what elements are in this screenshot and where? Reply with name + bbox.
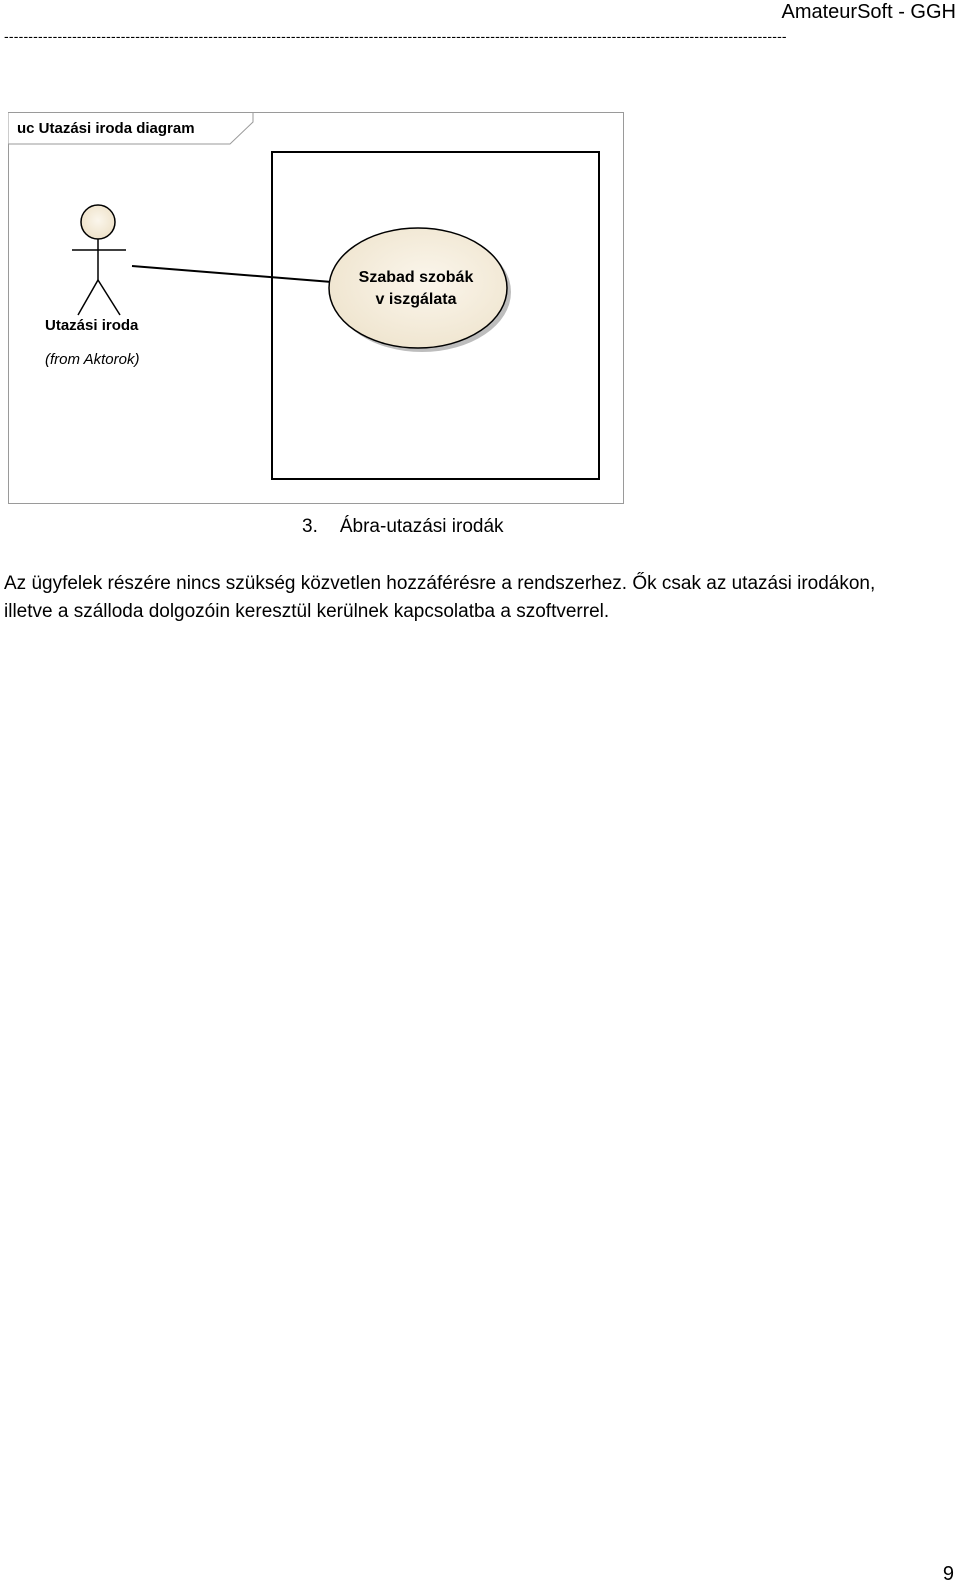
body-paragraph — [4, 570, 959, 626]
figure-caption — [302, 515, 504, 539]
diagram-frame-label: uc Utazási iroda diagram — [17, 120, 195, 137]
actor-head — [81, 205, 115, 239]
actor-name: Utazási iroda — [45, 317, 139, 334]
body-paragraph-line2: illetve a szálloda dolgozóin keresztül kerülnek kapcsolatba a szoftverrel. — [4, 601, 610, 622]
use-case-ellipse — [329, 228, 507, 348]
use-case-label-line2: v iszgálata — [375, 291, 457, 308]
use-case-diagram — [8, 112, 634, 510]
actor-from: (from Aktorok) — [45, 351, 140, 368]
figure-caption-text: Ábra-utazási irodák — [339, 516, 504, 537]
header-dashed-rule: ----------------------------------------------------------------------------------------------------------------------------------------------------------------- — [4, 28, 787, 44]
page-header-title: AmateurSoft - GGH — [781, 1, 956, 23]
page-number: 9 — [942, 1563, 954, 1585]
body-paragraph-line1: Az ügyfelek részére nincs szükség közvetlen hozzáférésre a rendszerhez. Ők csak az utazási irodákon, — [4, 573, 876, 594]
figure-caption-number: 3. — [302, 516, 318, 537]
use-case-label-line1: Szabad szobák — [358, 269, 474, 286]
